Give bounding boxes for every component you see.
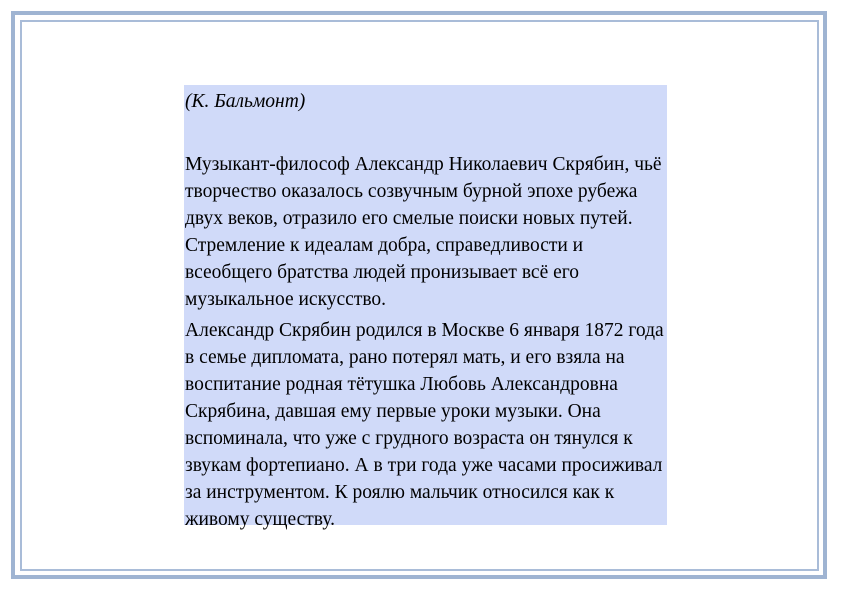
paragraph-biography: Александр Скрябин родился в Москве 6 января 1872 года в семье дипломата, рано потерял мать, и его взяла на воспитание родная тётушка Любовь Александровна Скрябина, давшая ему первые уроки музыки. Она вспоминала, что уже с грудного возраста он тянулся к звукам фортепиано. А в три года уже часами просиживал за инструментом. К роялю мальчик относился как к живому существу. <box>185 320 664 530</box>
author-attribution: (К. Бальмонт) <box>185 91 306 112</box>
paragraph-intro: Музыкант-философ Александр Николаевич Скрябин, чьё творчество оказалось созвучным бурной эпохе рубежа двух веков, отразило его смелые поиски новых путей. Стремление к идеалам добра, справедливости и всеобщего братства людей пронизывает всё его музыкальное искусство. <box>185 154 662 310</box>
text-block <box>184 85 667 530</box>
spacer <box>185 115 667 151</box>
